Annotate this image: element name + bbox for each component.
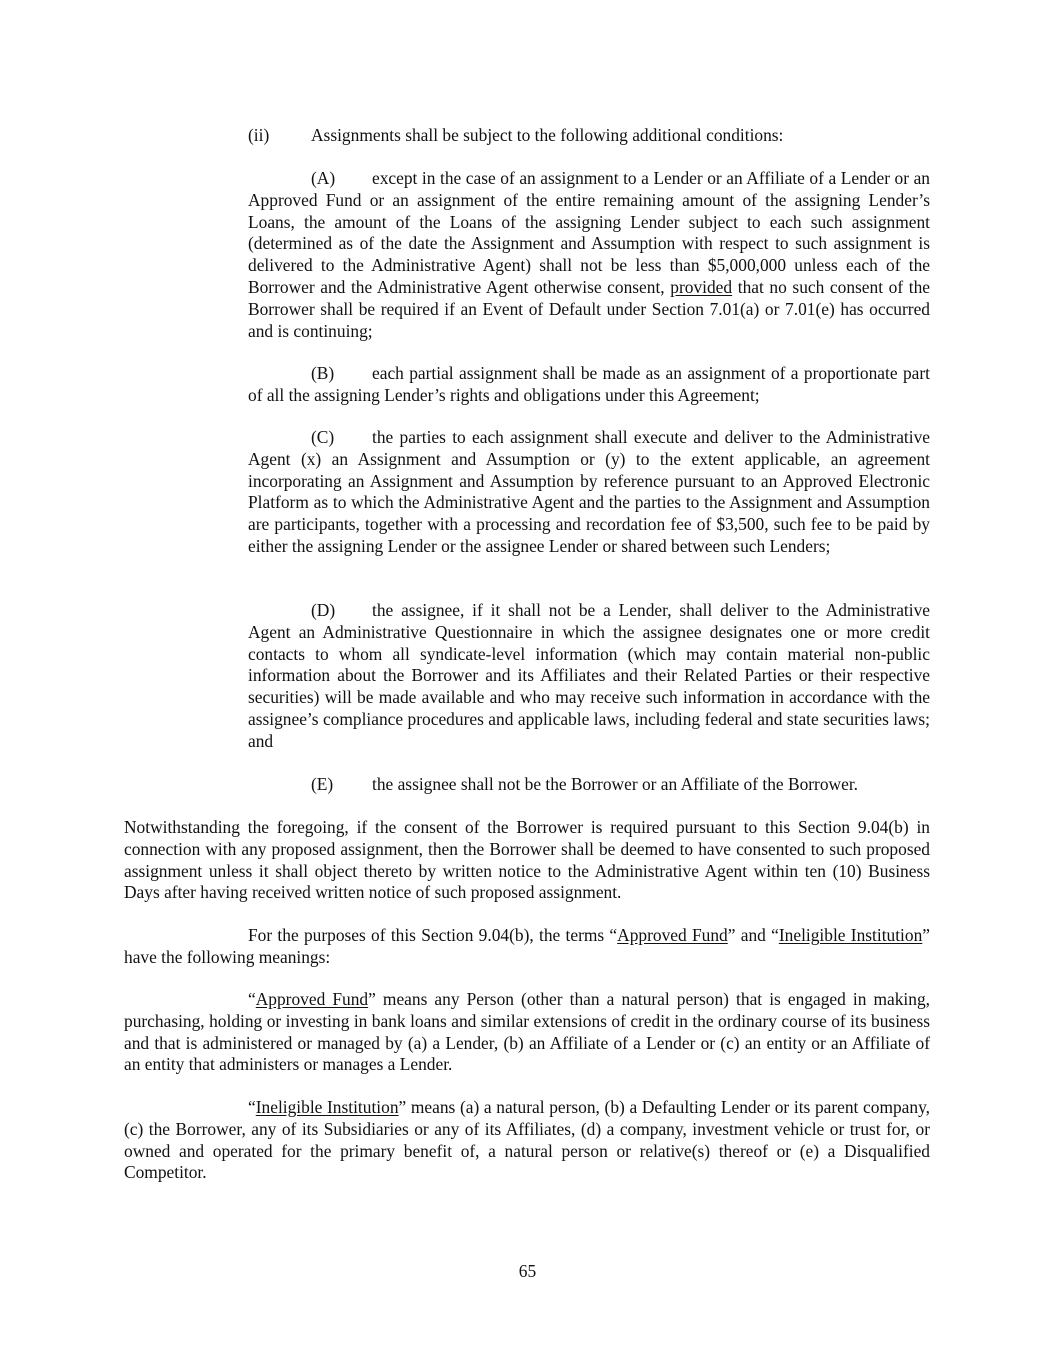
clause-b-text: each partial assignment shall be made as an assignment of a proportionate part of all the assigning Lender’s rights and obligations under this Agreement; [248,363,930,405]
purposes-term-ineligible-institution: Ineligible Institution [778,925,923,945]
notwithstanding-paragraph [124,817,930,904]
clause-c-label: (C) [311,427,335,447]
clause-a-text-before: except in the case of an assignment to a Lender or an Affiliate of a Lender or an Approved Fund or an assignment of the entire remaining amount of the assigning Lender’s Loans, the amount of the Loans of the assigning Lender subject to each such assignment (determined as of the date the Assignment and Assumption with respect to such assignment is delivered to the Administrative Agent) shall not be less than $5,000,000 unless each of the Borrower and the Administrative Agent otherwise consent, [248,168,930,297]
clause-e [248,774,930,796]
notwithstanding-text: Notwithstanding the foregoing, if the consent of the Borrower is required pursuant to this Section 9.04(b) in connection with any proposed assignment, then the Borrower shall be deemed to have consented to such proposed assignment unless it shall object thereto by written notice to the Administrative Agent within ten (10) Business Days after having received written notice of such proposed assignment. [124,817,930,903]
clause-d-text: the assignee, if it shall not be a Lender, shall deliver to the Administrative Agent an Administrative Questionnaire in which the assignee designates one or more credit contacts to whom all syndicate-level information (which may contain material non-public information about the Borrower and its Affiliates and their Related Parties or their respective securities) will be made available and who may receive such information in accordance with the assignee’s compliance procedures and applicable laws, including federal and state securities laws; and [248,600,930,751]
clause-b-label: (B) [311,363,335,383]
clause-a-label: (A) [311,168,336,188]
clause-e-text: the assignee shall not be the Borrower or an Affiliate of the Borrower. [372,774,858,794]
approved-fund-text: ” means any Person (other than a natural person) that is engaged in making, purchasing, holding or investing in bank loans and similar extensions of credit in the ordinary course of its business and that is administered or managed by (a) a Lender, (b) an Affiliate of a Lender or (c) an entity or an Affiliate of an entity that administers or manages a Lender. [124,989,931,1075]
clause-d-label: (D) [311,600,336,620]
ineligible-institution-definition [124,1097,930,1184]
ineligible-term: Ineligible Institution [255,1097,399,1117]
purposes-text-after: ” have the following meanings: [124,925,931,967]
clause-c-text: the parties to each assignment shall execute and deliver to the Administrative Agent (x) an Assignment and Assumption or (y) to the extent applicable, an agreement incorporating an Assignment and Assumption by reference pursuant to an Approved Electronic Platform as to which the Administrative Agent and the parties to the Assignment and Assumption are participants, together with a processing and recordation fee of $3,500, such fee to be paid by either the assigning Lender or the assignee Lender or shared between such Lenders; [248,427,930,556]
clause-d [248,600,930,753]
clause-c [248,427,930,558]
approved-fund-term: Approved Fund [255,989,369,1009]
clause-a-provided: provided [670,276,733,297]
ineligible-open-quote: “ [248,1097,256,1117]
clause-b [248,363,930,407]
page-number: 65 [518,1261,537,1281]
purposes-text-before: For the purposes of this Section 9.04(b), the terms “ [248,925,618,945]
approved-fund-definition [124,989,930,1076]
ineligible-text: ” means (a) a natural person, (b) a Defaulting Lender or its parent company, (c) the Borrower, any of its Subsidiaries or any of its Affiliates, (d) a company, investment vehicle or trust for, or owned and operated for the primary benefit of, a natural person or relative(s) thereof or (e) a Disqualified Competitor. [124,1097,930,1183]
clause-ii-text: Assignments shall be subject to the following additional conditions: [311,125,784,145]
clause-a-text-after: that no such consent of the Borrower shall be required if an Event of Default under Section 7.01(a) or 7.01(e) has occurred and is continuing; [248,276,930,341]
purposes-text-middle: ” and “ [727,925,779,945]
purposes-term-approved-fund: Approved Fund [617,925,728,945]
purposes-paragraph [124,925,930,969]
clause-a [248,168,930,342]
clause-e-label: (E) [311,774,334,794]
approved-fund-open-quote: “ [248,989,256,1009]
clause-ii [248,125,948,147]
clause-ii-label: (ii) [248,125,270,145]
